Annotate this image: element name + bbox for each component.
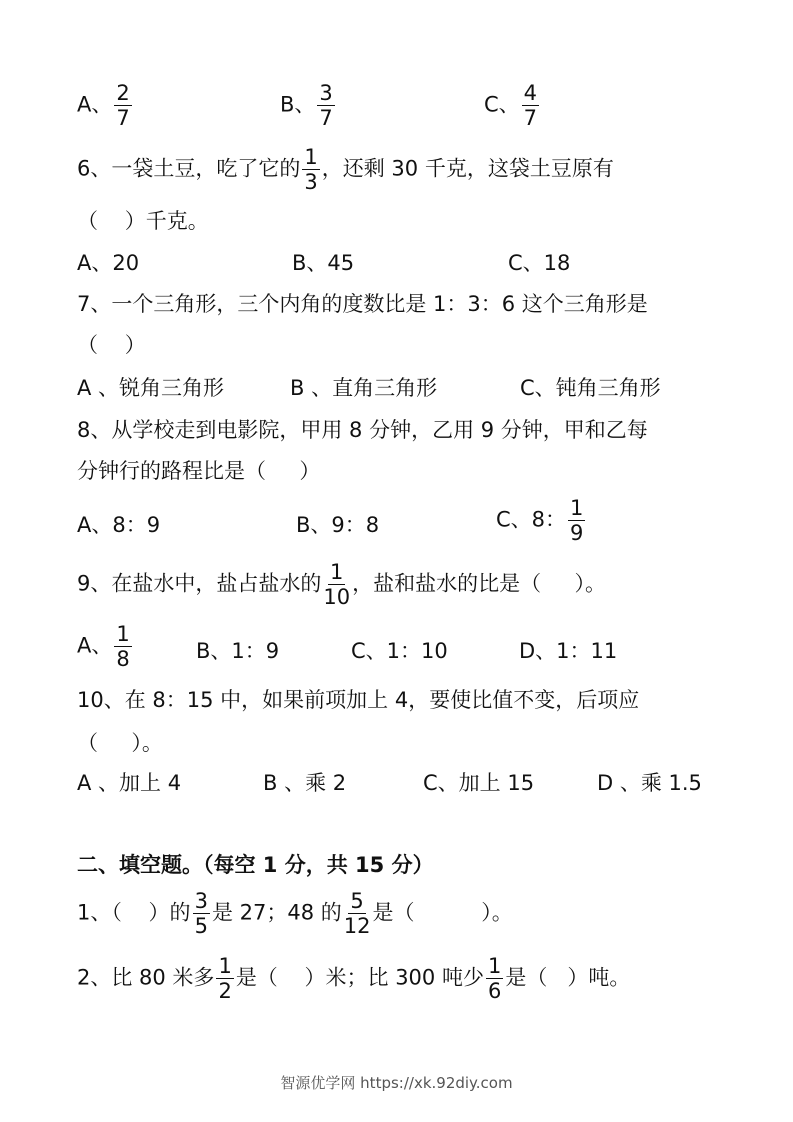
q5-option-b [280,82,337,129]
question-10-stem: 10、在 8：15 中，如果前项加上 4，要使比值不变，后项应 [77,688,640,712]
q7-option-a: A 、锐角三角形 [77,376,225,400]
q9-fraction: $\frac{1}{10}$ [323,560,351,610]
question-6-blank: （ ）千克。 [77,209,209,233]
q5-option-a-fraction: $\frac{2}{7}$ [116,81,130,131]
question-10-blank: （ ）。 [77,731,163,755]
q5-option-b-fraction: $\frac{3}{7}$ [319,81,333,131]
q8-option-a: A、8：9 [77,513,161,537]
question-7-blank: （ ） [77,333,146,357]
q5-option-b-label: B、 [280,92,316,117]
q10-option-d: D 、乘 1.5 [597,771,702,795]
q6-option-b: B、45 [292,251,355,275]
fill-1-fraction-a: $\frac{3}{5}$ [194,889,208,939]
fill-2-fraction-b: $\frac{1}{6}$ [487,954,502,1004]
q5-option-a-label: A、 [77,92,113,117]
footer-watermark: 智源优学网 https://xk.92diy.com [280,1074,513,1092]
q6-option-a: A、20 [77,251,140,275]
q5-option-c-fraction: $\frac{4}{7}$ [523,81,538,131]
q9-option-a-fraction: $\frac{1}{8}$ [116,622,130,672]
section-2-heading: 二、填空题。（每空 1 分，共 15 分） [77,853,434,877]
q7-option-c: C、钝角三角形 [520,376,661,400]
question-8-stem: 8、从学校走到电影院，甲用 8 分钟，乙用 9 分钟，甲和乙每 [77,418,648,442]
q6-fraction: $\frac{1}{3}$ [304,145,318,195]
q9-option-a: A、 $\frac{1}{8}$ [77,622,130,672]
q8-option-c-fraction: $\frac{1}{9}$ [570,496,584,546]
q7-option-b: B 、直角三角形 [290,376,438,400]
q9-option-b: B、1：9 [196,639,280,663]
fill-question-1: 1、（ ）的 $\frac{3}{5}$ 是 27；48 的 $\frac{5}{12}$ 是（ ）。 [77,889,513,939]
q10-option-a: A 、加上 4 [77,771,182,795]
q10-option-b: B 、乘 2 [263,771,347,795]
q10-option-c: C、加上 15 [423,771,535,795]
q5-option-c [484,82,541,129]
question-6-stem: 6、一袋土豆，吃了它的 $\frac{1}{3}$ ，还剩 30 千克，这袋土豆原有 [77,145,614,195]
fill-1-fraction-b: $\frac{5}{12}$ [343,889,371,939]
q9-option-d: D、1：11 [519,639,618,663]
q8-option-b: B、9：8 [296,513,380,537]
question-8-stem-line2: 分钟行的路程比是（ ） [77,459,321,483]
q6-option-c: C、18 [508,251,571,275]
question-9-stem: 9、在盐水中，盐占盐水的 $\frac{1}{10}$ ，盐和盐水的比是（ ）。 [77,560,606,610]
fill-2-fraction-a: $\frac{1}{2}$ [218,954,232,1004]
q9-option-c: C、1：10 [351,639,448,663]
question-7-stem: 7、一个三角形，三个内角的度数比是 1：3：6 这个三角形是 [77,292,648,316]
q8-option-c: C、8： $\frac{1}{9}$ [496,496,584,546]
q5-option-c-label: C、 [484,92,520,117]
fill-question-2: 2、比 80 米多 $\frac{1}{2}$ 是（ ）米；比 300 吨少 $\frac{1}{6}$ 是（ ）吨。 [77,954,631,1004]
q5-option-a [77,82,134,129]
